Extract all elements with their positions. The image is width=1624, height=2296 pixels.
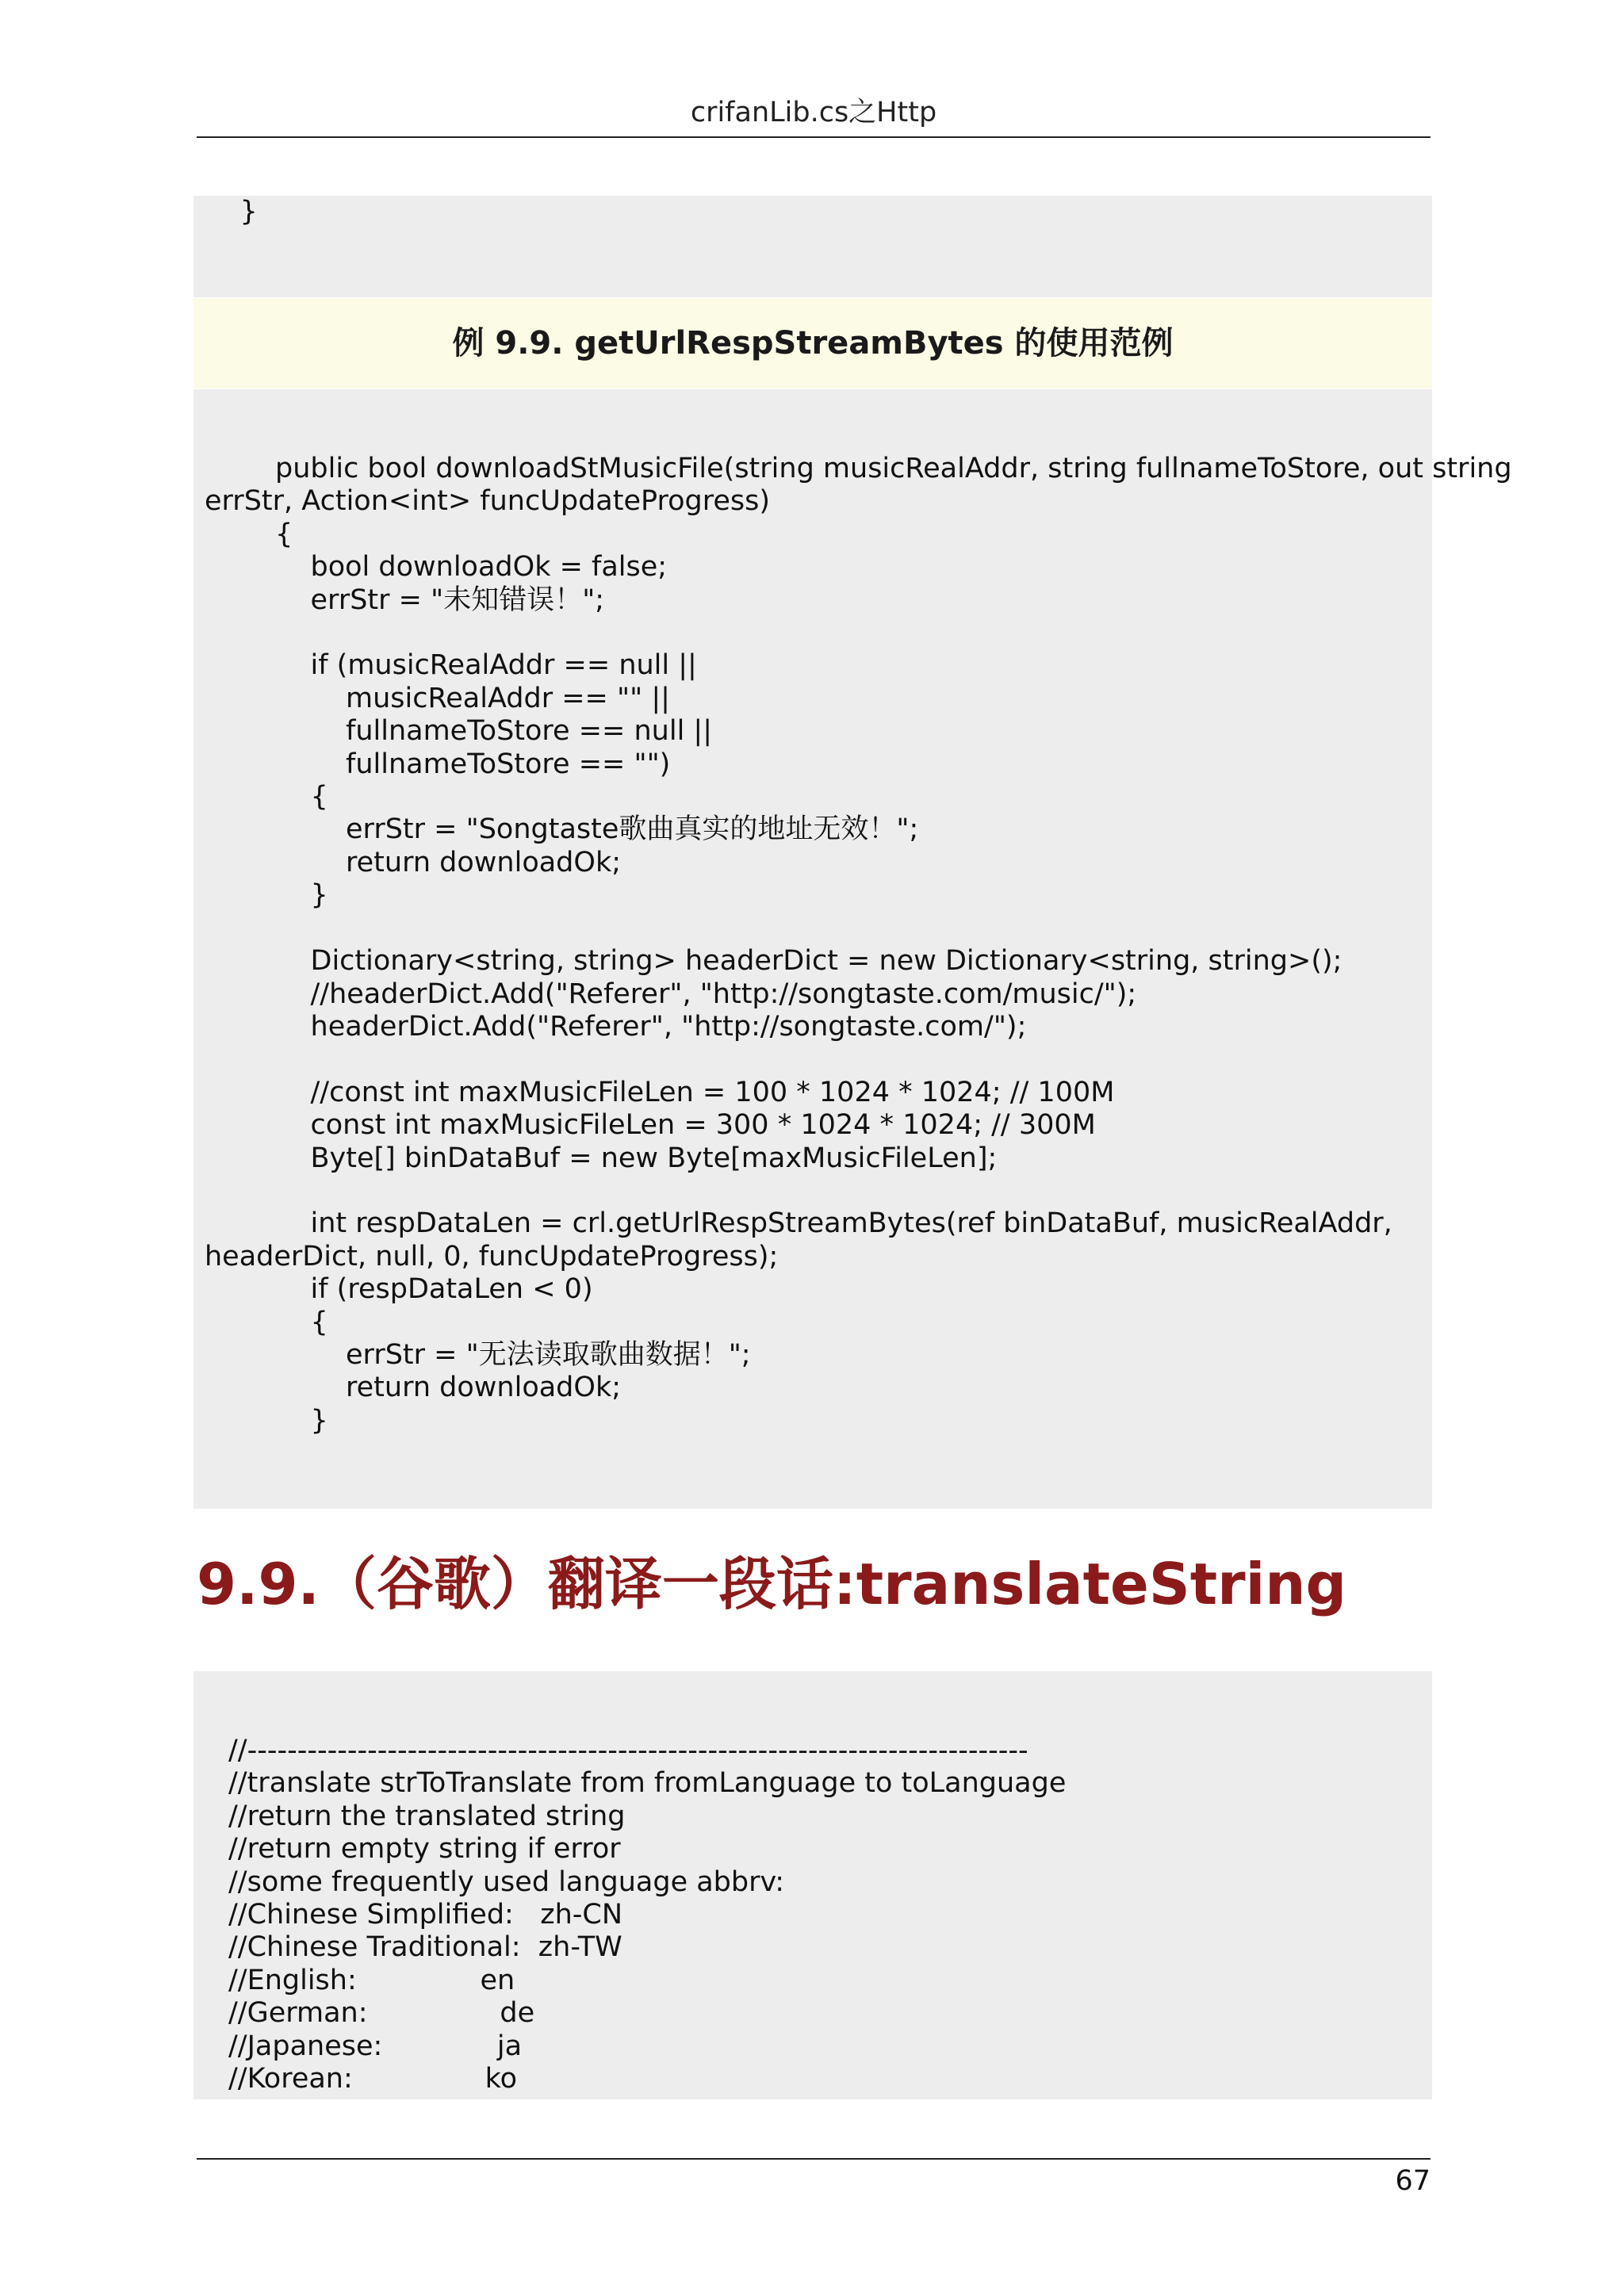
page-number: 67 (1395, 2165, 1431, 2197)
code-block-example (193, 389, 1512, 1509)
section-heading: 9.9.（谷歌）翻译一段话:translateString (197, 1551, 1347, 1617)
document-title: crifanLib.cs之Http (690, 97, 937, 128)
example-title (193, 298, 1432, 388)
code-text: } (205, 196, 258, 228)
code-block-continuation (193, 196, 1432, 297)
footer-divider (197, 2158, 1431, 2160)
example-title-text: 例 9.9. getUrlRespStreamBytes 的使用范例 (452, 325, 1174, 362)
page-header (197, 89, 1431, 138)
code-block-translate (193, 1671, 1432, 2099)
code-text: //------------------------------------------------------------------------------ //translate strToTranslate from fromLanguage to toLanguage //return the translated string //return empty string if error //some frequently used language abbrv: //Chinese Simplified: zh-CN //Chinese Traditional: zh-TW //English: en //German: de //Japanese: ja //Korean: ko (228, 1735, 1067, 2095)
code-text: public bool downloadStMusicFile(string musicRealAddr, string fullnameToStore, out string errStr, Action<int> funcUpdateProgress) { bool downloadOk = false; errStr = "未知错误！"; if (musicRealAddr == null || musicRealAddr == "" || fullnameToStore == null || fullnameToStore == "") { errStr = "Songtaste歌曲真实的地址无效！"; return downloadOk; } Dictionary<string, string> headerDict = new Dictionary<string, string>(); //headerDict.Add("Referer", "http://songtaste.com/music/"); headerDict.Add("Referer", "http://songtaste.com/"); //const int maxMusicFileLen = 100 * 1024 * 1024; // 100M const int maxMusicFileLen = 300 * 1024 * 1024; // 300M Byte[] binDataBuf = new Byte[maxMusicFileLen]; int respDataLen = crl.getUrlRespStreamBytes(ref binDataBuf, musicRealAddr, headerDict, null, 0, funcUpdateProgress); if (respDataLen < 0) { errStr = "无法读取歌曲数据！"; return downloadOk; } (205, 453, 1512, 1437)
